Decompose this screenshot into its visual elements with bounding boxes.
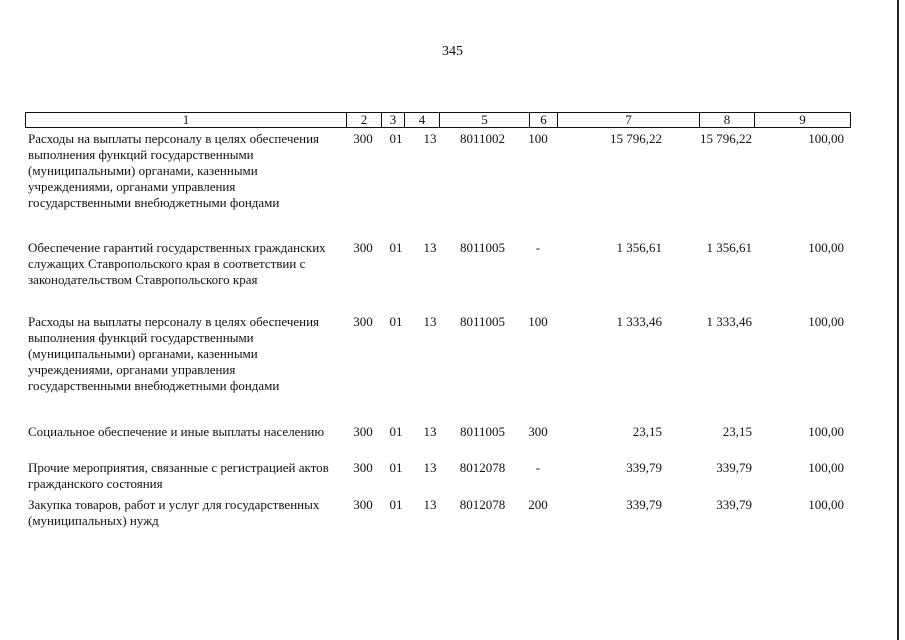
row-col-7: 339,79 [626, 497, 662, 512]
row-col-7: 339,79 [626, 460, 662, 475]
row-col-4: 13 [423, 460, 437, 475]
header-col-9: 9 [754, 113, 850, 127]
row-col-2: 300 [353, 131, 373, 146]
header-col-3: 3 [381, 113, 404, 127]
header-col-7: 7 [557, 113, 699, 127]
header-col-4: 4 [404, 113, 439, 127]
row-col-5: 8012078 [459, 460, 506, 475]
row-col-8: 15 796,22 [700, 131, 752, 146]
row-name: Социальное обеспечение и иные выплаты населению [28, 424, 325, 439]
row-col-6: - [535, 460, 541, 475]
row-col-6: 200 [528, 497, 548, 512]
row-col-4: 13 [423, 314, 437, 329]
row-col-9: 100,00 [808, 240, 844, 255]
row-col-9: 100,00 [808, 131, 844, 146]
page-edge-rule [897, 0, 899, 640]
row-col-5: 8011005 [459, 424, 506, 439]
row-col-3: 01 [389, 460, 403, 475]
row-col-2: 300 [353, 314, 373, 329]
row-col-9: 100,00 [808, 314, 844, 329]
row-col-9: 100,00 [808, 424, 844, 439]
row-col-8: 1 356,61 [706, 240, 752, 255]
row-col-3: 01 [389, 131, 403, 146]
header-col-2: 2 [346, 113, 381, 127]
row-col-5: 8012078 [459, 497, 506, 512]
row-col-6: - [535, 240, 541, 255]
row-col-8: 339,79 [716, 497, 752, 512]
row-col-3: 01 [389, 240, 403, 255]
row-name: Обеспечение гарантий государственных гражданских служащих Ставропольского края в соответствии с законодательством Ставропольского края [28, 240, 326, 287]
header-col-1: 1 [182, 112, 190, 127]
row-col-7: 1 333,46 [616, 314, 662, 329]
row-col-3: 01 [389, 314, 403, 329]
header-col-8: 8 [699, 113, 754, 127]
row-col-9: 100,00 [808, 460, 844, 475]
row-name: Расходы на выплаты персоналу в целях обеспечения выполнения функций государственными (муниципальными) органами, казенными учреждениями, органами управления государственными внебюджетными фондами [28, 131, 320, 210]
row-col-4: 13 [423, 240, 437, 255]
row-col-7: 1 356,61 [616, 240, 662, 255]
row-col-4: 13 [423, 131, 437, 146]
header-col-6: 6 [529, 113, 557, 127]
row-col-2: 300 [353, 424, 373, 439]
table-header [25, 112, 851, 128]
row-col-2: 300 [353, 460, 373, 475]
row-col-3: 01 [389, 497, 403, 512]
row-col-5: 8011005 [459, 240, 506, 255]
row-col-4: 13 [423, 424, 437, 439]
row-col-2: 300 [353, 497, 373, 512]
row-col-2: 300 [353, 240, 373, 255]
header-col-5: 5 [439, 113, 529, 127]
row-col-4: 13 [423, 497, 437, 512]
row-col-7: 23,15 [632, 424, 662, 439]
row-col-8: 339,79 [716, 460, 752, 475]
row-col-9: 100,00 [808, 497, 844, 512]
row-name: Расходы на выплаты персоналу в целях обеспечения выполнения функций государственными (муниципальными) органами, казенными учреждениями, органами управления государственными внебюджетными фондами [28, 314, 320, 393]
row-col-5: 8011002 [459, 131, 506, 146]
row-col-7: 15 796,22 [610, 131, 662, 146]
row-col-6: 300 [528, 424, 548, 439]
row-col-6: 100 [528, 314, 548, 329]
row-col-8: 1 333,46 [706, 314, 752, 329]
row-col-5: 8011005 [459, 314, 506, 329]
row-col-6: 100 [528, 131, 548, 146]
row-col-8: 23,15 [722, 424, 752, 439]
row-name: Прочие мероприятия, связанные с регистрацией актов гражданского состояния [28, 460, 329, 491]
page-number: 345 [442, 44, 463, 59]
row-col-3: 01 [389, 424, 403, 439]
row-name: Закупка товаров, работ и услуг для государственных (муниципальных) нужд [28, 497, 320, 528]
